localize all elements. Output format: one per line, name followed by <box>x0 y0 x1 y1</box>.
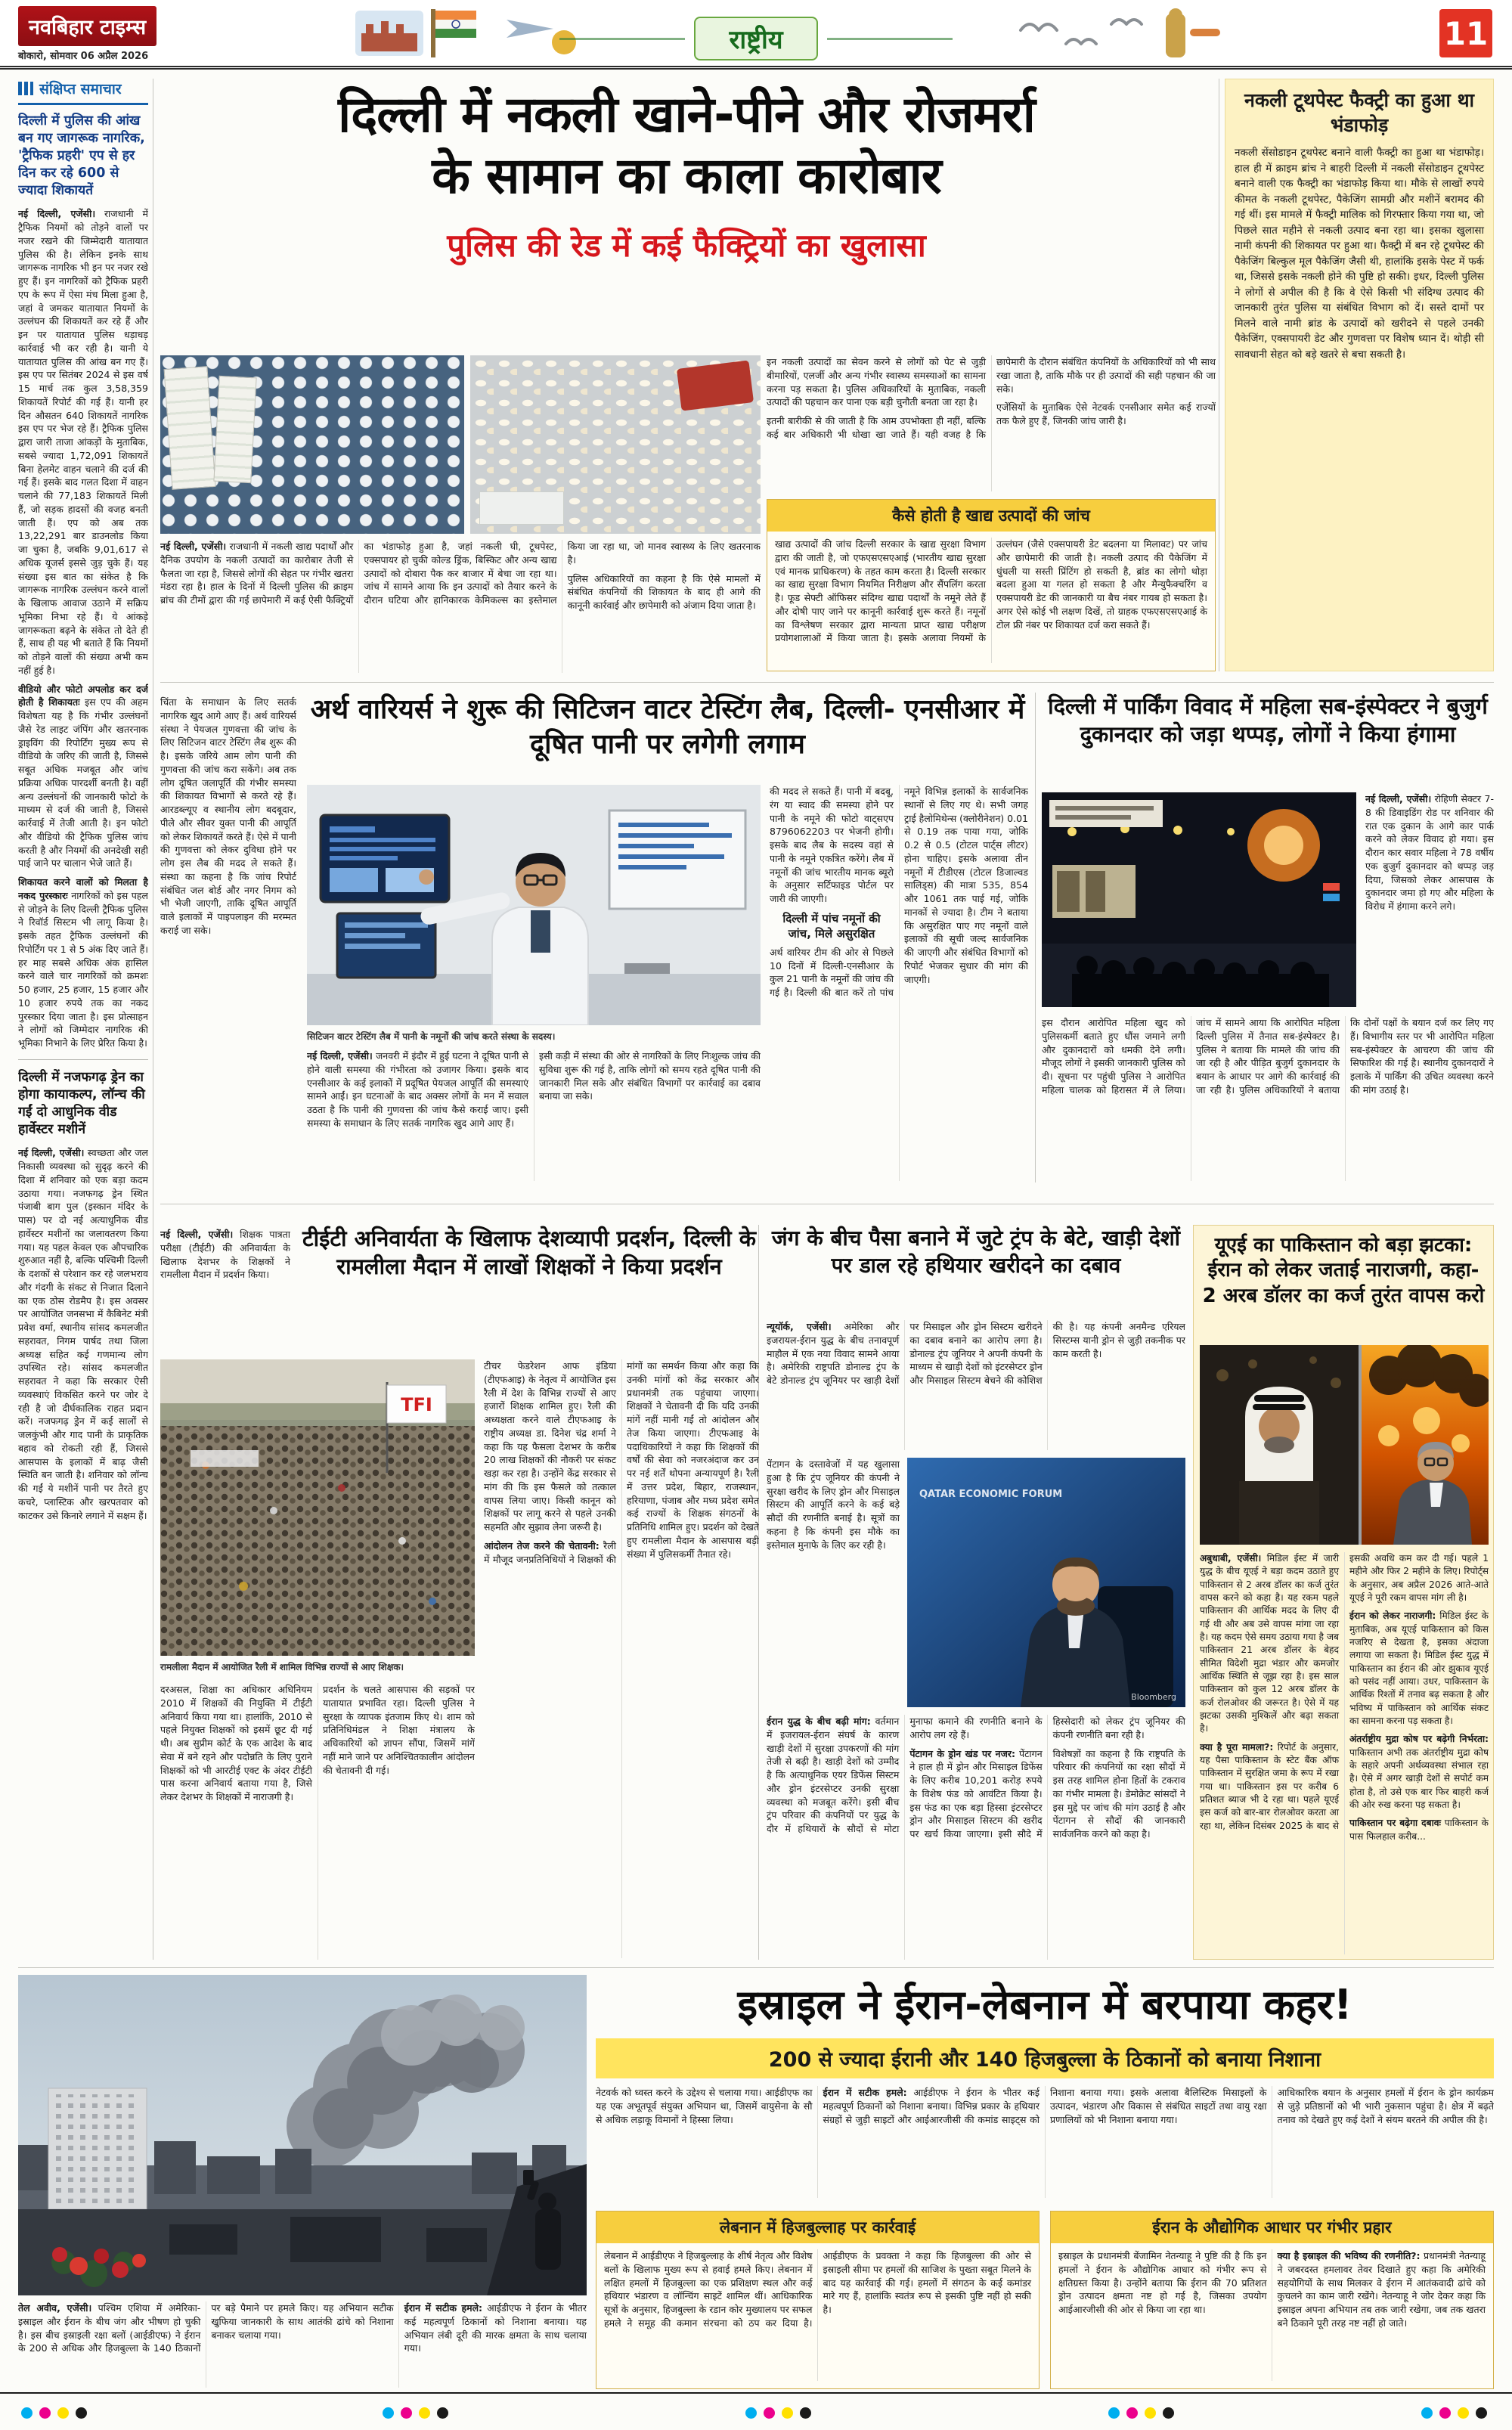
section-label: राष्ट्रीय <box>694 17 817 60</box>
article-side-column <box>767 1458 900 1707</box>
article-text <box>1349 1733 1489 1812</box>
body-text: रोहिणी सेक्टर 7-8 की डिवाइडिंग रोड पर शनिवार की रात एक दुकान के आगे कार पार्क करने को लेकर विवाद हो गया। इस दौरान कार सवार महिला ने 78 वर्षीय एक बुजुर्ग दुकानदार को थप्पड़ जड़ दिया, जिसको लेकर आसपास के दुकानदार जमा हो गए और महिला के विरोध में हंगामा करने लगे। <box>1365 793 1494 912</box>
infobox-title: ईरान के औद्योगिक आधार पर गंभीर प्रहार <box>1051 2211 1493 2243</box>
body-text: शिक्षक पात्रता परीक्षा (टीईटी) की अनिवार्यता के खिलाफ देशभर के शिक्षकों ने रामलीला मैदान में प्रदर्शन किया। <box>160 1229 290 1281</box>
article-text <box>767 1320 1185 1387</box>
sub-lead: ईरान में सटीक हमले: <box>404 2302 483 2314</box>
israel-strikes-article <box>596 1975 1494 2389</box>
brief-headline: दिल्ली में नजफगढ़ ड्रेन का होगा कायाकल्प, लॉन्च की गईं दो आधुनिक वीड हार्वेस्टर मशीनें <box>18 1069 145 1138</box>
header-collage-left-image <box>355 3 582 64</box>
infobox-title: कैसे होती है खाद्य उत्पादों की जांच <box>767 500 1215 532</box>
article-first-column <box>160 1228 290 1355</box>
body-text: नागरिकों को इस पहल से जोड़ने के लिए दिल्ली ट्रैफिक पुलिस ने रिवॉर्ड सिस्टम भी लागू किया है। इसके तहत ट्रैफिक उल्लंघनों की रिपोर्टिंग पर 1 से 5 अंक दिए जाते हैं। हर माह सबसे अधिक अंक हासिल करने वाले चार नागरिकों को क्रमशः 50 हजार, 25 हजार, 15 हजार और 10 हजार रुपये तक का नकद पुरस्कार दिया जाता है। इस प्रोत्साहन ने लोगों को जिम्मेदार नागरिक की भूमिका निभाने के लिए प्रेरित किया है। <box>18 889 148 1049</box>
article-text: की मदद ले सकते हैं। पानी में बदबू, रंग या स्वाद की समस्या होने पर पानी के नमूने की फोटो वाट्सएप 8796062203 पर भेजनी होगी। इसके बाद लैब के सदस्य वहां से पानी के नमूने एकत्रित करेंगे। लैब में नमूनों की जांच भारतीय मानक ब्यूरो के अनुसार सर्टिफाइड पोर्टल पर जारी की जाएगी। <box>770 786 894 904</box>
dateline: नई दिल्ली, एजेंसी। <box>18 1147 85 1159</box>
article-text: टीचर फेडरेशन आफ इंडिया (टीएफआइ) के नेतृत्व में आयोजित इस रैली में देश के विभिन्न राज्यों से आए हजारों शिक्षक शामिल हुए। रैली की अध्यक्षता करने वाले टीएफआइ के राष्ट्रीय अध्यक्ष डा. दिनेश चंद्र शर्मा ने कहा कि यह फैसला देशभर के करीब 20 लाख शिक्षकों की नौकरी पर संकट खड़ा कर रहा है। उन्होंने केंद्र सरकार से मांग की कि इस फैसले को तत्काल वापस लिया जाए। किसी कानून को शिक्षकों पर लागू करने से पहले उनकी सहमति और सुझाव लेना जरूरी है। <box>484 1360 616 1533</box>
cyan-dot-icon <box>1108 2407 1120 2419</box>
registration-marks-icon <box>745 2407 811 2419</box>
briefs-header-label: संक्षिप्त समाचार <box>39 81 122 98</box>
body-text: प्रधानमंत्री नेतन्याहू ने जबरदस्त हमलावर तेवर दिखाते हुए कहा कि अमेरिकी सहयोगियों के साथ मिलकर वे ईरान में आतंकवादी ढांचे को कुचलने का काम जारी रखेंगे। नेतन्याहू ने जोर देकर कहा कि इस्राइल अपना अभियान तब तक जारी रखेगा, जब तक खतरा बने ठिकाने पूरी तरह नष्ट नहीं हो जाते। <box>1277 2250 1486 2329</box>
forum-backdrop-text: QATAR ECONOMIC FORUM <box>919 1489 1063 1500</box>
article-subheadline: 200 से ज्यादा ईरानी और 140 हिजबुल्ला के ठिकानों को बनाया निशाना <box>596 2038 1494 2078</box>
lead-subheadline: पुलिस की रेड में कई फैक्ट्रियों का खुलासा <box>447 227 926 265</box>
lead-headline-line2: के सामान का काला कारोबार <box>432 146 941 205</box>
body-text: आईडीएफ ने ईरान के भीतर कई महत्वपूर्ण ठिकानों को निशाना बनाया। विभिन्न प्रकार के हथियार संग्रहों से जुड़ी साइटों और आईआरजीसी की कमांड साइट्स को निशाना बनाया गया। इसके अलावा बैलिस्टिक मिसाइलों के उत्पादन, भंडारण और विकास से संबंधित साइटों तथा वायु रक्षा प्रणालियों को भी निशाना बनाया गया। <box>823 2087 1267 2125</box>
dateline: न्यूयॉर्क, एजेंसी। <box>767 1321 832 1332</box>
israel-infoboxes <box>596 2211 1494 2389</box>
yellow-dot-icon <box>1145 2407 1156 2419</box>
toothpaste-factory-article <box>1225 79 1494 671</box>
magenta-dot-icon <box>1439 2407 1451 2419</box>
article-columns-right <box>484 1359 759 1958</box>
article-columns-below <box>160 1683 475 1960</box>
article-text <box>1278 2249 1486 2330</box>
magenta-dot-icon <box>764 2407 775 2419</box>
registration-marks-icon <box>21 2407 87 2419</box>
article-columns-below <box>307 1049 761 1181</box>
infobox-title: लेबनान में हिजबुल्लाह पर कार्रवाई <box>596 2211 1039 2243</box>
photo-credit-text: Bloomberg <box>1131 1692 1176 1702</box>
sub-lead: अंतर्राष्ट्रीय मुद्रा कोष पर बढ़ेगी निर्भरता: <box>1349 1734 1489 1745</box>
divider <box>18 1059 148 1060</box>
article-columns-bottom <box>767 1715 1185 1960</box>
body-text: मिडिल ईस्ट के मुताबिक, अब यूएई पाकिस्तान को किस नजरिए से देखता है, इसका अंदाजा लगाया जा सकता है। मिडिल ईस्ट युद्ध में पाकिस्तान का ईरान की ओर झुकाव यूएई को पसंद नहीं आया। उधर, पाकिस्तान के आर्थिक रिश्तों में तनाव बढ़ सकता है और भविष्य में पाकिस्तान को आर्थिक संकट का सामना करना पड़ सकता है। <box>1349 1610 1489 1726</box>
cyan-dot-icon <box>745 2407 757 2419</box>
article-text <box>18 876 148 1050</box>
registration-marks-icon <box>1421 2407 1487 2419</box>
sub-lead: क्या है इस्राइल की भविष्य की रणनीति?: <box>1277 2250 1421 2261</box>
photo-trump-jr-forum <box>907 1458 1185 1707</box>
article-text <box>1200 1552 1339 1736</box>
article-text: आधिकारिक बयान के अनुसार हमलों में ईरान के ड्रोन कार्यक्रम से जुड़े प्रतिष्ठानों को भी भारी नुकसान पहुंचा है। क्षेत्र में बढ़ते तनाव को देखते हुए कई देशों ने संयम बरतने की अपील की है। <box>1277 2087 1494 2125</box>
trump-arms-article <box>767 1225 1185 1960</box>
body-text: आईडीएफ ने ईरान के भीतर कई महत्वपूर्ण ठिकानों को निशाना बनाया। यह अभियान लंबी दूरी की मारक क्षमता के साथ चलाया गया। <box>404 2302 587 2354</box>
photo-medicine-pack <box>213 376 256 483</box>
lead-headline-line1: दिल्ली में नकली खाने-पीने और रोजमर्रा <box>338 85 1035 144</box>
black-dot-icon <box>800 2407 811 2419</box>
divider <box>1035 693 1036 1182</box>
registration-marks-icon <box>383 2407 448 2419</box>
body-text: रिपोर्ट के अनुसार, यह पैसा पाकिस्तान के स्टेट बैंक ऑफ पाकिस्तान में सुरक्षित जमा के रूप में रखा गया था। पाकिस्तान इस पर करीब 6 प्रतिशत ब्याज भी दे रहा था। पहले यूएई इस कर्ज को बार-बार रोलओवर करता आ रहा था, लेकिन दिसंबर 2025 के बाद से इसकी अवधि कम कर दी गई। पहले 1 महीने और फिर 2 महीने के लिए। रिपोर्ट्स के अनुसार, अब अप्रैल 2026 आते-आते यूएई ने पूरी रकम वापस मांग ली है। <box>1200 1553 1489 1831</box>
article-headline: टीईटी अनिवार्यता के खिलाफ देशव्यापी प्रदर्शन, दिल्ली के रामलीला मैदान में लाखों शिक्षकों ने किया प्रदर्शन <box>302 1226 756 1280</box>
article-text <box>18 1146 148 1522</box>
article-headline: दिल्ली में पार्किंग विवाद में महिला सब-इंस्पेक्टर ने बुजुर्ग दुकानदार को जड़ा थप्पड़, लोगों ने किया हंगामा <box>1048 693 1488 748</box>
yellow-dot-icon <box>1458 2407 1469 2419</box>
uae-pakistan-article <box>1193 1225 1494 1960</box>
masthead <box>18 6 156 62</box>
dateline: अबुधाबी, एजेंसी। <box>1200 1553 1262 1564</box>
lead-story-columns-below <box>160 540 761 673</box>
article-text: विशेषज्ञों का कहना है कि राष्ट्रपति के परिवार की कंपनियों का रक्षा सौदों में इस तरह शामिल होना हितों के टकराव का गंभीर मामला है। डेमोक्रेट सांसदों ने इस मुद्दे पर जांच की मांग उठाई है और पेंटागन से सौदों की जानकारी सार्वजनिक करने को कहा है। <box>1052 1747 1185 1840</box>
photo-uae-leader-and-fire <box>1200 1345 1489 1545</box>
black-dot-icon <box>1476 2407 1487 2419</box>
inline-subheadline: दिल्ली में पांच नमूनों की जांच, मिले असुरक्षित <box>782 911 881 941</box>
masthead-bar <box>0 0 1512 70</box>
article-text <box>823 2086 1267 2131</box>
article-text <box>1349 1817 1489 1843</box>
black-dot-icon <box>1163 2407 1174 2419</box>
article-columns <box>596 2086 1494 2198</box>
sub-lead: वीडियो और फोटो अपलोड कर दर्ज होती है शिकायतः <box>18 683 148 708</box>
section-band <box>559 17 953 60</box>
article-text: चिंता के समाधान के लिए सतर्क नागरिक खुद आगे आए हैं। अर्थ वारियर्स संस्था ने पेयजल गुणवत्ता की जांच के लिए सिटिजन वाटर टेस्टिंग लैब शुरू की है। इसके जरिये आम लोग पानी की गुणवत्ता की जांच करा सकेंगे। अब तक लोग दूषित जलापूर्ति की गंभीर समस्या की शिकायत विभागों से करते रहे हैं। आरडब्ल्यूए व स्थानीय लोग बदबूदार, पीले और सीवर युक्त पानी की आपूर्ति को लेकर शिकायतें करते हैं। ऐसे में पानी की गुणवत्ता को लेकर दुविधा होने पर लोग इस लैब की मदद ले सकते हैं। संस्था का कहना है कि जांच रिपोर्ट संबंधित जल बोर्ड और नगर निगम को भी भेजी जाएगी, ताकि दूषित आपूर्ति वाले इलाकों में पाइपलाइन की मरम्मत कराई जा सके। <box>160 696 296 936</box>
article-text: पुलिस अधिकारियों का कहना है कि ऐसे मामलों में संबंधित कंपनियों की शिकायत के बाद ही आगे की कानूनी कार्रवाई और छापेमारी को अंजाम दिया जाता है। <box>567 572 761 611</box>
dateline: नई दिल्ली, एजेंसी। <box>307 1050 373 1062</box>
yellow-dot-icon <box>419 2407 430 2419</box>
section-rule-left <box>559 38 685 40</box>
protest-flag-text: TFI <box>401 1394 432 1415</box>
sub-lead: ईरान को लेकर नाराजगी: <box>1349 1610 1436 1622</box>
article-text <box>18 683 148 871</box>
article-columns-top <box>767 1320 1185 1450</box>
black-dot-icon <box>437 2407 448 2419</box>
sub-lead: क्या है पूरा मामला?: <box>1200 1741 1274 1753</box>
dateline: नई दिल्ली, एजेंसी। <box>18 208 96 220</box>
yellow-dot-icon <box>57 2407 69 2419</box>
dateline: नई दिल्ली, एजेंसी। <box>160 541 227 552</box>
photo-night-street-scuffle <box>1042 792 1356 1007</box>
sub-lead: ईरान में सटीक हमले: <box>823 2087 907 2098</box>
article-text: नेटवर्क को ध्वस्त करने के उद्देश्य से चलाया गया। आईडीएफ का यह एक अभूतपूर्व संयुक्त अभियान था, जिसमें वायुसेना के सौ से अधिक लड़ाकू विमानों ने हिस्सा लिया। <box>596 2087 813 2125</box>
article-text: इस्राइल के प्रधानमंत्री बेंजामिन नेतन्याहू ने पुष्टि की है कि इन हमलों ने ईरान के औद्योगिक आधार को गंभीर रूप से क्षतिग्रस्त किया है। उन्होंने बताया कि ईरान की 70 प्रतिशत ड्रोन उत्पादन क्षमता नष्ट हो गई है, जिसका उपयोग आईआरजीसी की ओर से किया जा रहा था। <box>1058 2250 1267 2315</box>
article-columns-right <box>770 785 1028 1181</box>
body-text: पाकिस्तान अभी तक अंतर्राष्ट्रीय मुद्रा कोष के सहारे अपनी अर्थव्यवस्था संभाल रहा है। ऐसे में अगर खाड़ी देशों से सपोर्ट कम होता है, तो उसे एक बार फिर बाहरी कर्ज की ओर रुख करना पड़ सकता है। <box>1349 1747 1489 1810</box>
divider <box>18 1967 1494 1968</box>
sub-lead: ईरान युद्ध के बीच बढ़ी मांग: <box>767 1716 871 1727</box>
lebanon-strikes-infobox <box>596 2211 1040 2389</box>
article-first-column <box>160 696 296 1179</box>
photo-caption: सिटिजन वाटर टेस्टिंग लैब में पानी के नमूनों की जांच करते संस्था के सदस्य। <box>307 1031 556 1042</box>
article-text: प्रदर्शन के चलते आसपास की सड़कों पर यातायात प्रभावित रहा। दिल्ली पुलिस ने सुरक्षा के व्यापक इंतजाम किए थे। शाम को प्रतिनिधिमंडल ने शिक्षा मंत्रालय के अधिकारियों को ज्ञापन सौंपा, जिसमें मांगें नहीं माने जाने पर अनिश्चितकालीन आंदोलन की चेतावनी दी गई। <box>323 1684 475 1776</box>
article-text <box>160 1228 290 1282</box>
photo-red-blister <box>677 360 754 411</box>
infobox-body <box>596 2243 1039 2387</box>
body-text: मिडिल ईस्ट में जारी युद्ध के बीच यूएई ने बड़ा कदम उठाते हुए पाकिस्तान से 2 अरब डॉलर का कर्ज तुरंत वापस करने को कहा है। यह रकम पहले पाकिस्तान की आर्थिक मदद के लिए दी गई थी और अब उसे वापस मांगा जा रहा है। यह कदम ऐसे समय उठाया गया है जब पाकिस्तान 21 अरब डॉलर के बेहद सीमित विदेशी मुद्रा भंडार और कमजोर आर्थिक स्थिति से जूझ रहा है। इस साल पाकिस्तान को कुल 12 अरब डॉलर के कर्ज रोलओवर की जरूरत है। ऐसे में यह झटका उसकी मुश्किलें और बढ़ा सकता है। <box>1200 1553 1339 1734</box>
article-headline: अर्थ वारियर्स ने शुरू की सिटिजन वाटर टेस्टिंग लैब, दिल्ली- एनसीआर में दूषित पानी पर लगेगी लगाम <box>310 694 1025 761</box>
article-columns-below <box>1042 1016 1494 1181</box>
header-collage-right-image <box>1005 5 1232 64</box>
magenta-dot-icon <box>401 2407 412 2419</box>
iran-industry-infobox <box>1050 2211 1494 2389</box>
body-text: राजधानी में नकली खाद्य पदार्थों और दैनिक उपयोग के नकली उत्पादों का कारोबार तेजी से फैलता जा रहा है, जिससे लोगों की सेहत पर गंभीर खतरा मंडरा रहा है। हाल के दिनों में दिल्ली पुलिस की क्राइम ब्रांच की टीमों द्वारा की गई छापेमारी में कई ऐसी फैक्ट्रियों का भंडाफोड़ हुआ है, जहां नकली घी, टूथपेस्ट, एक्सपायर हो चुकी कोल्ड ड्रिंक, बिस्किट और अन्य खाद्य उत्पादों को दोबारा पैक कर बाजार में बेचा जा रहा था। जांच में सामने आया कि इन उत्पादों को तैयार करने के दौरान घटिया और हानिकारक केमिकल्स का इस्तेमाल किया जा रहा था, जो मानव स्वास्थ्य के लिए खतरनाक है। <box>160 541 761 606</box>
photo-caption: रामलीला मैदान में आयोजित रैली में शामिल विभिन्न राज्यों से आए शिक्षक। <box>160 1662 404 1672</box>
food-testing-infobox <box>767 499 1216 671</box>
article-text: इतनी बारीकी से की जाती है कि आम उपभोक्ता ही नहीं, बल्कि कई बार अधिकारी भी धोखा खा जाते हैं। यही वजह है कि छापेमारी के दौरान संबंधित कंपनियों के अधिकारियों को भी साथ रखा जाता है, ताकि मौके पर ही उत्पादों की सही पहचान की जा सके। <box>767 356 1216 440</box>
dateline: नई दिल्ली, एजेंसी। <box>160 1229 234 1240</box>
article-text <box>1349 1610 1489 1728</box>
article-headline: इस्राइल ने ईरान-लेबनान में बरपाया कहर! <box>737 1981 1352 2029</box>
article-text: एजेंसियों के मुताबिक ऐसे नेटवर्क एनसीआर समेत कई राज्यों तक फैले हुए हैं, जिनकी जांच जारी है। <box>996 401 1216 426</box>
infobox-body <box>1051 2243 1493 2387</box>
article-text <box>18 207 148 677</box>
section-rule-right <box>827 38 953 40</box>
dateline: तेल अवीव, एजेंसी। <box>18 2302 92 2314</box>
article-text: लेबनान में आईडीएफ ने हिजबुल्लाह के शीर्ष नेतृत्व और विशेष बलों के खिलाफ मुख्य रूप से हवाई हमले किए। लेबनान में लक्षित हमलों में हिजबुल्ला का एक प्रशिक्षण स्थल और कई हथियार भंडारण व लॉन्चिंग साइटें शामिल थीं। आधिकारिक सूत्रों के अनुसार, हिजबुल्ला के रडान कोर मुख्यालय पर सफल हमले ने समूह की कमान संरचना को ठप कर दिया है। आईडीएफ के प्रवक्ता ने कहा कि हिजबुल्ला की ओर से इस्राइली सीमा पर हमलों की साजिश के पुख्ता सबूत मिलने के बाद यह कार्रवाई की गई। हमलों में संगठन के कई कमांडर मारे गए हैं, हालांकि स्वतंत्र रूप से इसकी पुष्टि नहीं हो सकी है। <box>604 2250 1031 2329</box>
article-text: इस दौरान आरोपित महिला खुद को पुलिसकर्मी बताते हुए धौंस जमाने लगी और दुकानदारों को धमकी देने लगी। मौजूद लोगों ने इसकी जानकारी पुलिस को दी। सूचना पर पहुंची पुलिस ने आरोपित महिला चालक को हिरासत में ले लिया। जांच में सामने आया कि आरोपित महिला दिल्ली पुलिस में तैनात सब-इंस्पेक्टर है। पुलिस ने बताया कि मामले की जांच की जा रही है और पीड़ित बुजुर्ग दुकानदार के बयान के आधार पर आगे की कार्रवाई की जा रही है। पुलिस अधिकारियों ने बताया कि दोनों पक्षों के बयान दर्ज कर लिए गए हैं। विभागीय स्तर पर भी आरोपित महिला सब-इंस्पेक्टर के आचरण की जांच की सिफारिश की गई है। स्थानीय दुकानदारों ने इलाके में पार्किंग की उचित व्यवस्था करने की मांग उठाई है। <box>1042 1017 1494 1096</box>
footer-rule <box>0 2392 1512 2394</box>
photo-city-smoke-strike <box>18 1975 587 2295</box>
photo-medicine-pack <box>163 366 215 490</box>
body-text: वर्तमान में इजरायल-ईरान संघर्ष के कारण खाड़ी देशों में सुरक्षा उपकरणों की मांग तेजी से बढ़ी है। खाड़ी देशों को उम्मीद है कि अत्याधुनिक एयर डिफेंस सिस्टम और ड्रोन इंटरसेप्टर उनकी सुरक्षा व्यवस्था को मजबूत करेंगे। इसी बीच ट्रंप परिवार की कंपनियों पर युद्ध के दौर में हथियारों के सौदों से मोटा मुनाफा कमाने की रणनीति बनाने के आरोप लग रहे हैं। <box>767 1716 1043 1834</box>
cyan-dot-icon <box>21 2407 33 2419</box>
infobox-body <box>767 532 1215 669</box>
briefs-header <box>18 79 148 105</box>
body-text: स्वच्छता और जल निकासी व्यवस्था को सुदृढ़ करने की दिशा में शनिवार को एक बड़ा कदम उठाया गया। नजफगढ़ ड्रेन स्थित पंजाबी बाग पुल (इस्कान मंदिर के पास) पर दो नई अत्याधुनिक वीड हार्वेस्टर मशीनों का जलावतरण किया गया। यह पहल केवल एक औपचारिक शुरुआत नहीं है, बल्कि पश्चिमी दिल्ली के दशकों से परेशान कर रहे जलभराव और गंदगी के संकट से निजात दिलाने का एक ठोस रोडमैप है। इस अवसर पर आयोजित जनसभा में कैबिनेट मंत्री प्रवेश वर्मा, स्थानीय सांसद कमलजीत सहरावत, निगम पार्षद तथा जिला अध्यक्ष सहित कई गणमान्य लोग उपस्थित रहे। सांसद कमलजीत सहरावत ने कहा कि सरकार ऐसी व्यवस्थाएं विकसित करने पर जोर दे रही है जो दीर्घकालिक राहत प्रदान करें। नजफगढ़ ड्रेन में कई सालों से जलकुंभी और गाद पानी के प्राकृतिक बहाव को रोकती रही हैं, जिससे आसपास के इलाकों में बाढ़ जैसी स्थिति बन जाती है। शनिवार को लॉन्च की गईं ये मशीनें पानी पर तैरते हुए कचरे, प्लास्टिक और खरपतवार को काटकर उसे किनारे लगाने में सक्षम हैं। <box>18 1147 148 1521</box>
water-lab-article <box>160 693 1028 1182</box>
photo-white-tray <box>479 491 564 525</box>
magenta-dot-icon <box>1126 2407 1138 2419</box>
article-text <box>307 1049 528 1130</box>
article-text <box>1365 792 1494 913</box>
cyan-dot-icon <box>383 2407 394 2419</box>
body-text: जनवरी में इंदौर में हुई घटना ने दूषित पानी से होने वाली समस्या की गंभीरता को उजागर किया। इसके बाद एनसीआर के कई इलाकों में प्रदूषित पेयजल आपूर्ति की समस्याएं सामने आईं। इन घटनाओं के बाद अक्सर लोगों के मन में सवाल उठता है कि पानी की गुणवत्ता की जांच कैसे कराई जाए। इसी समस्या के समाधान के लिए सतर्क नागरिक खुद आगे आए हैं। <box>307 1050 528 1129</box>
article-text: इसी कड़ी में संस्था की ओर से नागरिकों के लिए निःशुल्क जांच की सुविधा शुरू की गई है, ताकि लोगों को समय रहते दूषित पानी की जानकारी मिल सके और संबंधित विभागों पर कार्रवाई का दबाव बनाया जा सके। <box>539 1050 761 1102</box>
briefs-column <box>18 79 148 1960</box>
lead-story-columns-right <box>767 355 1216 491</box>
sub-lead: पेंटागन के ड्रोन खंड पर नजर: <box>909 1747 1015 1759</box>
article-columns <box>1200 1552 1489 1954</box>
article-text: दरअसल, शिक्षा का अधिकार अधिनियम 2010 में शिक्षकों की नियुक्ति में टीईटी अनिवार्य किया गया था। हालांकि, 2010 से पहले नियुक्त शिक्षकों को इसमें छूट दी गई थी। अब सुप्रीम कोर्ट के एक आदेश के बाद सेवा में बने रहने और पदोन्नति के लिए पुराने शिक्षकों को भी आरटीई एक्ट के अंदर टीईटी पास करना अनिवार्य बताया गया है, जिसे लेकर देशभर के शिक्षकों में नाराजगी है। <box>160 1684 312 1802</box>
magenta-dot-icon <box>39 2407 51 2419</box>
body-text: रैली में मौजूद जनप्रतिनिधियों ने शिक्षकों की मांगों का समर्थन किया और कहा कि उनकी मांगों को केंद्र सरकार और प्रधानमंत्री तक पहुंचाया जाएगा। शिक्षकों ने चेतावनी दी कि यदि उनकी मांगें नहीं मानी गईं तो आंदोलन और तेज किया जाएगा। टीएफआइ के पदाधिकारियों ने कहा कि शिक्षकों की वर्षों की सेवा को नजरअंदाज कर उन पर नई शर्तें थोपना अन्यायपूर्ण है। रैली में उत्तर प्रदेश, बिहार, राजस्थान, हरियाणा, पंजाब और मध्य प्रदेश समेत कई राज्यों के शिक्षक संगठनों के प्रतिनिधि शामिल हुए। प्रदर्शन को देखते हुए रामलीला मैदान के आसपास बड़ी संख्या में पुलिसकर्मी तैनात रहे। <box>484 1360 759 1565</box>
article-text: अर्थ वारियर टीम की ओर से पिछले 10 दिनों में दिल्ली-एनसीआर के कुल 21 पानी के नमूनों की जांच की गई है। दिल्ली की बात करें तो पांच नमूने विभिन्न इलाकों के सार्वजनिक स्थानों से लिए गए थे। सभी जगह ट्राई हैलोमिथेन्स (क्लोरीनेशन) 0.01 से 0.19 तक पाया गया, जोकि 0.2 से 0.5 (टोटल पार्ट्स लीटर) होना चाहिए। इसके अलावा तीन नमूनों में टीडीएस (टोटल डिजाल्वड सालिड्स) की मात्रा 535, 854 और 1061 तक पाई गई, जोकि मानकों से ज्यादा है। टीम ने बताया कि असुरक्षित पाए गए नमूनों वाले इलाकों की सूची जल्द सार्वजनिक की जाएगी और संबंधित विभागों को रिपोर्ट भेजकर सुधार की मांग की जाएगी। <box>770 786 1028 998</box>
divider <box>160 682 1494 683</box>
body-text: अमेरिका और इजरायल-ईरान युद्ध के बीच तनावपूर्ण माहौल में एक नया विवाद सामने आया है। अमेरिकी राष्ट्रपति डोनाल्ड ट्रंप के बेटे डोनाल्ड ट्रंप जूनियर पर खाड़ी देशों पर मिसाइल और ड्रोन सिस्टम खरीदने का दबाव बनाने का आरोप लगा है। डोनाल्ड ट्रंप जूनियर ने अपनी कंपनी के माध्यम से खाड़ी देशों को इंटरसेप्टर ड्रोन और मिसाइल सिस्टम बेचने की कोशिश की है। यह कंपनी अनमैन्ड एरियल सिस्टम्स यानी ड्रोन से जुड़ी तकनीक पर काम करती है। <box>767 1321 1185 1386</box>
body-text: पेंटागन ने हाल ही में ड्रोन और मिसाइल डिफेंस के लिए करीब 10,201 करोड़ रुपये के विशेष फंड को आवंटित किया है। इस फंड का एक बड़ा हिस्सा इंटरसेप्टर ड्रोन और मिसाइल सिस्टम की खरीद पर खर्च किया जाएगा। इसी सौदे में हिस्सेदारी को लेकर ट्रंप जूनियर की कंपनी रणनीति बना रही है। <box>909 1716 1185 1840</box>
page-number: 11 <box>1439 9 1492 57</box>
dateline: नई दिल्ली, एजेंसी। <box>1365 793 1432 804</box>
article-text: नकली सेंसोडाइन टूथपेस्ट बनाने वाली फैक्ट्री का हुआ था भंडाफोड़। हाल ही में क्राइम ब्रांच ने बाहरी दिल्ली में नकली सेंसोडाइन टूथपेस्ट बनाने वाली एक फैक्ट्री का भंडाफोड़ किया था। मौके से लाखों रुपये कीमत के नकली टूथपेस्ट, पैकेजिंग सामग्री और मशीनें बरामद की गई थीं। इस मामले में फैक्ट्री मालिक को गिरफ्तार किया गया था, जो पिछले सात महीने से नकली उत्पाद बना रहा था। इसका खुलासा नामी कंपनी की शिकायत पर हुआ था। फैक्ट्री में बन रहे टूथपेस्ट की पैकेजिंग बिल्कुल मूल पैकेजिंग जैसी थी, हालांकि इसके पेस्ट में फर्क था, जिससे इसके नकली होने की पुष्टि हो सकी। इधर, दिल्ली पुलिस ने लोगों से अपील की है कि वे ऐसे किसी भी संदिग्ध उत्पाद की जानकारी तुरंत पुलिस या संबंधित विभाग को दें। सस्ते दामों पर मिलने वाले नामी ब्रांड के उत्पादों को खरीदने से पहले उनकी पैकेजिंग, एक्सपायरी डेट और गुणवत्ता पर विशेष ध्यान दें। थोड़ी सी सावधानी सेहत को बड़े खतरे से बचा सकती है। <box>1235 147 1484 361</box>
paper-name: नवबिहार टाइम्स <box>18 6 156 46</box>
body-text: इस एप की अहम विशेषता यह है कि गंभीर उल्लंघनों जैसे रेड लाइट जंपिंग और खतरनाक ड्राइविंग की रिपोर्टिंग मुख्य रूप से वीडियो के जरिए की जाती है, जिससे सबूत अधिक मजबूत और जांच प्रक्रिया अधिक पारदर्शी बनती है। वहीं अन्य उल्लंघनों की जानकारी फोटो के माध्यम से दर्ज की जाती है, जिससे कार्रवाई में तेजी आती है। इन फोटो और वीडियो की ट्रैफिक पुलिस जांच करती है और नियमों की अनदेखी सही पाई जाने पर चालान भेजे जाते हैं। <box>18 696 148 869</box>
black-dot-icon <box>76 2407 87 2419</box>
body-text: पश्चिम एशिया में अमेरिका-इस्राइल और ईरान के बीच जंग और भीषण हो चुकी है। इस बीच इस्राइली रक्षा बलों (आईडीएफ) ने ईरान के 200 से अधिक और हिजबुल्ला के 140 ठिकानों पर बड़े पैमाने पर हमले किए। यह अभियान सटीक खुफिया जानकारी के साथ आतंकी ढांचे को निशाना बनाकर चलाया गया। <box>18 2302 394 2354</box>
photo-teachers-rally-crowd <box>160 1359 475 1656</box>
article-text <box>404 2301 587 2355</box>
article-text <box>18 2301 394 2355</box>
photo-water-testing-lab <box>307 785 761 1025</box>
lead-story-headline-block <box>160 85 1213 266</box>
sub-lead: पाकिस्तान पर बढ़ेगा दबावः <box>1349 1818 1441 1829</box>
photo-counterfeit-pills-blue <box>160 355 464 534</box>
article-headline: जंग के बीच पैसा बनाने में जुटे ट्रंप के बेटे, खाड़ी देशों पर डाल रहे हथियार खरीदने का दबाव <box>771 1226 1181 1278</box>
article-text: खाद्य उत्पादों की जांच दिल्ली सरकार के खाद्य सुरक्षा विभाग द्वारा की जाती है, जो एफएसएसएआई (भारतीय खाद्य सुरक्षा एवं मानक प्राधिकरण) के तहत काम करता है। दिल्ली सरकार का खाद्य सुरक्षा विभाग नियमित निरीक्षण और सैंपलिंग करता है। फूड सेफ्टी ऑफिसर संदिग्ध खाद्य पदार्थों के नमूने लेते हैं और दोषी पाए जाने पर कानूनी कार्रवाई शुरू करते हैं। नमूनों का विश्लेषण सरकार द्वारा मान्यता प्राप्त खाद्य परीक्षण प्रयोगशालाओं में किया जाता है। इसके अलावा नियमों के उल्लंघन (जैसे एक्सपायरी डेट बदलना या मिलावट) पर जांच और छापेमारी की जाती है। नकली उत्पाद की पैकेजिंग में धुंधली या सस्ती प्रिंटिंग हो सकती है, ब्रांड का लोगो थोड़ा बदला हुआ या गलत हो सकता है और मैन्युफैक्चरिंग व एक्सपायरी डेट की जानकारी या बैच नंबर गायब हो सकता है। अगर ऐसे कोई भी लक्षण दिखें, तो ग्राहक एफएसएसएआई के टोल फ्री नंबर पर शिकायत दर्ज करा सकते हैं। <box>775 538 1207 644</box>
cyan-dot-icon <box>1421 2407 1433 2419</box>
sub-lead: आंदोलन तेज करने की चेतावनी: <box>484 1539 600 1551</box>
article-headline: नकली टूथपेस्ट फैक्ट्री का हुआ था भंडाफोड़ <box>1244 89 1475 136</box>
parking-dispute-article <box>1042 693 1494 1182</box>
body-text: पाकिस्तान के पास फिलहाल करीब... <box>1349 1818 1489 1842</box>
yellow-dot-icon <box>782 2407 793 2419</box>
body-text: राजधानी में ट्रैफिक नियमों को तोड़ने वालों पर नजर रखने की जिम्मेदारी यातायात पुलिस की है। लेकिन इनके साथ जागरूक नागरिक भी इन पर नजर रखे हुए हैं। इन नागरिकों को ट्रैफिक प्रहरी एप के रूप में ऐसा मंच मिला हुआ है, जहां वे जमकर यातायात नियमों के उल्लंघन की शिकायतें कर रहे हैं और इन पर यातायात पुलिस धड़ाधड़ कार्रवाई भी कर रही है। यानी ये यातायात पुलिस की आंख बन गए हैं। इस एप पर सितंबर 2024 से इस वर्ष 15 मार्च तक कुल 3,58,359 शिकायतें रिपोर्ट की गई हैं। यानी हर दिन औसतन 640 शिकायतें नागरिक इस एप पर भेज रहे हैं। ट्रैफिक पुलिस द्वारा जारी ताजा आंकड़ों के मुताबिक, सबसे ज्यादा 1,72,091 शिकायतें बिना हेलमेट वाहन चलाने की दर्ज की गई हैं। इसके बाद गलत दिशा में वाहन चलाने की 77,183 शिकायतें मिली हैं, जो सड़क हादसों की वजह बनती जाती हैं। एप को अब तक 13,22,291 बार डाउनलोड किया जा चुका है, जबकि 9,01,617 से अधिक यूजर्स इससे जुड़ चुके हैं। यह संख्या इस बात का संकेत है कि जागरूक नागरिक उल्लंघन करने वालों के खिलाफ आवाज उठाने में सक्रिय भूमिका निभा रहे हैं। ये आंकड़े जागरूकता बढ़ने के संकेत तो देते ही हैं, साथ ही यह भी बताते हैं कि नियमों को तोड़ने वालों की संख्या अभी कम नहीं हुई है। <box>18 208 148 676</box>
article-side-column <box>1365 792 1494 1007</box>
article-text: इन नकली उत्पादों का सेवन करने से लोगों को पेट से जुड़ी बीमारियों, एलर्जी और अन्य गंभीर स्वास्थ्य समस्याओं का सामना करना पड़ सकता है। पुलिस अधिकारियों के मुताबिक, नकली उत्पादों की पहचान कर पाना एक बड़ी चुनौती बनता जा रहा है। <box>767 356 986 408</box>
article-headline: यूएई का पाकिस्तान को बड़ा झटका: ईरान को लेकर जताई नाराजगी, कहा- 2 अरब डॉलर का कर्ज तुरंत वापस करो <box>1202 1234 1485 1307</box>
photo-counterfeit-capsules <box>470 355 761 534</box>
edition-dateline: बोकारो, सोमवार 06 अप्रैल 2026 <box>18 51 149 62</box>
israel-article-under-photo <box>18 2301 587 2388</box>
sub-lead: शिकायत करने वालों को मिलता है नकद पुरस्कारः <box>18 876 148 901</box>
brief-headline: दिल्ली में पुलिस की आंख बन गए जागरूक नागरिक, 'ट्रैफिक प्रहरी' एप से हर दिन कर रहे 600 से ज्यादा शिकायतें <box>18 113 145 199</box>
registration-marks-icon <box>1108 2407 1174 2419</box>
briefs-bars-icon <box>18 82 33 95</box>
tet-protest-article <box>160 1225 759 1960</box>
article-text: पेंटागन के दस्तावेजों में यह खुलासा हुआ है कि ट्रंप जूनियर की कंपनी ने सुरक्षा खरीद के लिए ड्रोन और मिसाइल सिस्टम की आपूर्ति करने के कई बड़े सौदों की रणनीति बनाई है। सूत्रों का कहना है कि कंपनी इस मौके का इस्तेमाल मुनाफे के लिए कर रही है। <box>767 1458 900 1551</box>
